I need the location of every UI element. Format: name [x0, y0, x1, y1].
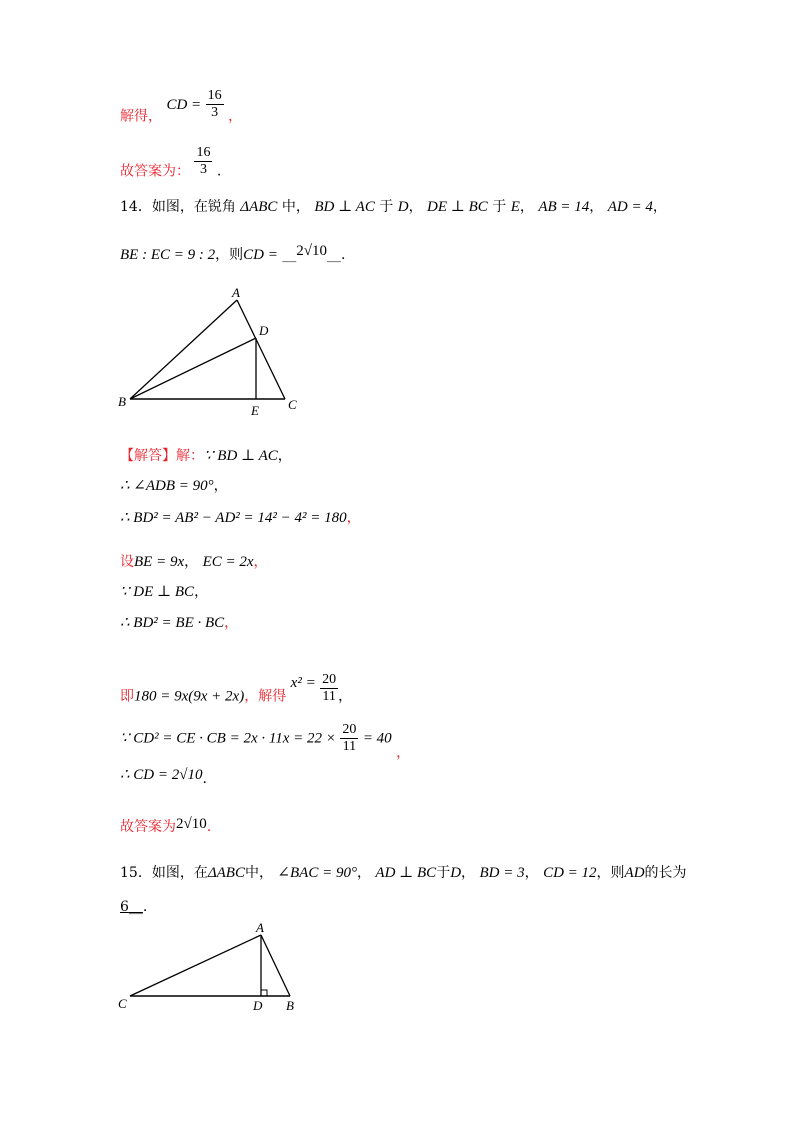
- fraction-16-3: $\frac{16}{3}$: [196, 145, 211, 177]
- solution-step-5: ∵ DE ⊥ BC，: [120, 584, 209, 600]
- label-b: B: [286, 998, 294, 1013]
- segment-ac: [237, 300, 285, 399]
- solution-step-8: ∵ CD² = CE · CB = 2x · 11x = 22 × $\frac{20}{11}$ = 40 ，: [120, 722, 411, 761]
- answer-blank: 6__: [120, 899, 143, 915]
- solution-step-7: 即180 = 9x(9x + 2x)，解得 x² = $\frac{20}{11}$ ，: [120, 672, 353, 705]
- label-d: D: [259, 323, 269, 338]
- solution-step-4: 设BE = 9x， EC = 2x，: [120, 554, 268, 570]
- question-15-text-2: 6__.: [120, 899, 148, 915]
- label-c: C: [288, 397, 297, 412]
- solution-step-1: 【解答】解：∵ BD ⊥ AC，: [120, 448, 292, 464]
- solution-step-3: ∴ BD² = AB² − AD² = 14² − 4² = 180，: [120, 510, 361, 526]
- label-a: A: [232, 285, 240, 300]
- solve-line: 解得， CD = $\frac{16}{3}$ ，: [120, 88, 243, 125]
- fraction-20-11: $\frac{20}{11}$: [342, 722, 357, 754]
- fraction-20-11: $\frac{20}{11}$: [322, 672, 337, 704]
- segment-ab: [261, 935, 290, 996]
- segment-ab: [130, 300, 237, 399]
- segment-ca: [130, 935, 261, 996]
- triangle-figure-15: [110, 918, 310, 1018]
- fraction-16-3: $\frac{16}{3}$: [207, 88, 222, 120]
- label-b: B: [118, 394, 126, 409]
- solution-step-2: ∴ ∠ADB = 90°，: [120, 478, 228, 494]
- triangle-figure-14: [110, 285, 310, 420]
- label-c: C: [118, 996, 127, 1011]
- answer-line: 故答案为： $\frac{16}{3}$ .: [120, 145, 222, 180]
- label-a: A: [256, 920, 264, 935]
- question-14-text-2: BE : EC = 9 : 2，则CD = __2√10__.: [120, 243, 346, 263]
- solution-answer: 故答案为2√10.: [120, 816, 212, 835]
- question-14-text: 14．如图，在锐角 ΔABC 中， BD ⊥ AC 于 D， DE ⊥ BC 于 E， AB = 14， AD = 4，: [120, 199, 667, 215]
- right-angle-mark: [261, 990, 267, 996]
- answer-blank: 2√10: [296, 243, 328, 259]
- question-15-text: 15．如图，在ΔABC中， ∠BAC = 90°， AD ⊥ BC于D， BD = 3， CD = 12，则AD的长为: [120, 865, 687, 881]
- label-d: D: [253, 998, 263, 1013]
- solution-step-9: ∴ CD = 2√10.: [120, 767, 207, 787]
- solution-step-6: ∴ BD² = BE · BC，: [120, 615, 239, 631]
- label-e: E: [251, 403, 259, 418]
- segment-bd: [130, 338, 256, 399]
